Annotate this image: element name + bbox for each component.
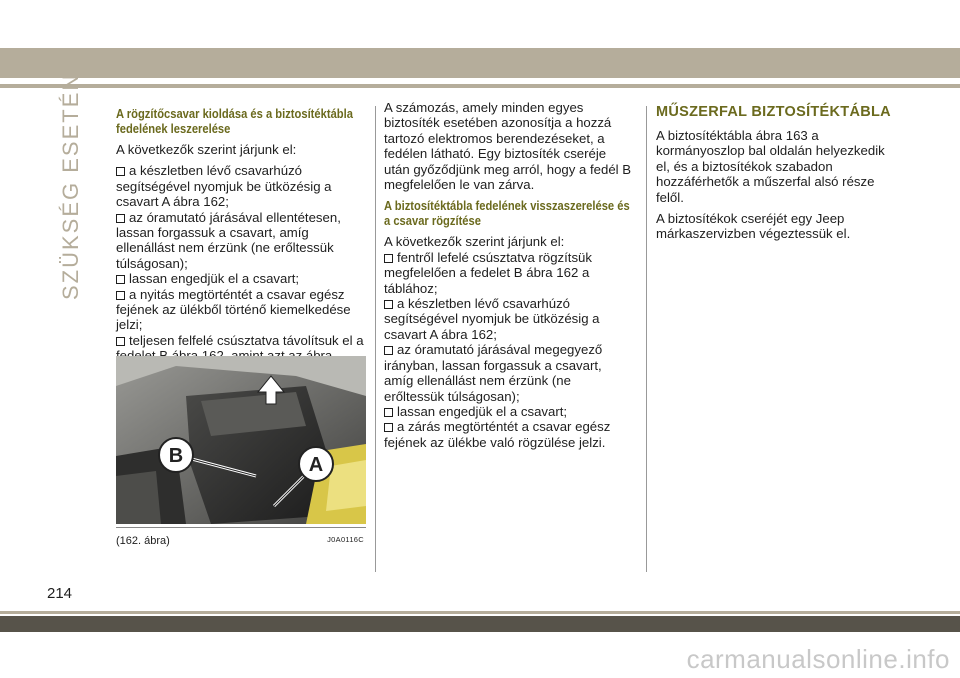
top-rule — [0, 84, 960, 88]
paragraph: A számozás, amely minden egyes biztosíték esetében azonosítja a hozzá tartozó elektromos berendezéseket, a fedélen látható. Egy biztosíték cseréje után győződjünk meg arról, hogy a fedél B megfelelően le van zárva. — [384, 100, 632, 193]
checkbox-bullet-icon — [384, 423, 393, 432]
list-item: az óramutató járásával megegyező irányban, lassan forgassuk a csavart, amíg ellenállást nem érzünk (ne erőltessük túlságosan); — [384, 342, 603, 404]
checkbox-bullet-icon — [116, 291, 125, 300]
bottom-band — [0, 616, 960, 632]
column-divider — [646, 106, 647, 572]
section-heading: MŰSZERFAL BIZTOSÍTÉKTÁBLA — [656, 104, 891, 120]
subheading: A biztosítéktábla fedelének visszaszerelése és a csavar rögzítése — [384, 198, 630, 229]
list-item: a nyitás megtörténtét a csavar egész fejének az ülékből történő kiemelkedése jelzi; — [116, 286, 351, 333]
list-item: teljesen felfelé csúsztatva távolítsuk el a — [116, 333, 368, 379]
checkbox-bullet-icon — [384, 408, 393, 417]
section-side-title: SZÜKSÉG ESETÉN — [58, 72, 83, 300]
checkbox-bullet-icon — [384, 300, 393, 309]
label-a: A — [308, 454, 324, 476]
page-number: 214 — [47, 585, 73, 602]
watermark: carmanualsonline.info — [686, 644, 950, 674]
list-item: fentről lefelé csúsztatva rögzítsük megfelelően a fedelet B ábra 162 a táblához; — [384, 249, 592, 296]
list-item: az óramutató járásával ellentétesen, lassan forgassuk a csavart, amíg ellenállást nem érzünk (ne erőltessük túlságosan); — [116, 209, 341, 271]
figure-number: (162. ábra) — [116, 535, 170, 547]
intro-text: A következők szerint járjunk el: — [384, 234, 565, 250]
column-2 — [384, 100, 632, 450]
list-item: a készletben lévő csavarhúzó segítségével nyomjuk be ütközésig a csavart A ábra 162; — [384, 296, 600, 342]
paragraph: A biztosítéktábla ábra 163 a kormányoszlop bal oldalán helyezkedik el, és a biztosítékok szabadon hozzáférhetők a műszerfal alsó része felől. — [656, 128, 885, 205]
list-item: lassan engedjük el a csavart; — [116, 271, 368, 286]
figure-code: J0A0116C — [327, 535, 364, 544]
subheading: A rögzítőcsavar kioldása és a biztosítéktábla fedelének leszerelése — [116, 106, 353, 136]
intro-text: A következők szerint járjunk el: — [116, 142, 297, 157]
photo-illustration — [116, 356, 366, 524]
checkbox-bullet-icon — [116, 167, 125, 176]
top-band — [0, 48, 960, 78]
checkbox-bullet-icon — [116, 214, 125, 223]
checkbox-bullet-icon — [116, 337, 125, 346]
column-divider — [375, 106, 376, 572]
label-b: B — [168, 445, 184, 467]
paragraph: A biztosítékok cseréjét egy Jeep márkaszervizben végeztessük el. — [656, 211, 851, 242]
list-item: a készletben lévő csavarhúzó segítségével nyomjuk be ütközésig a csavart A ábra 162; — [116, 163, 332, 210]
fuse-box-photo — [116, 356, 366, 524]
checkbox-bullet-icon — [384, 254, 393, 263]
list-item: lassan engedjük el a csavart; — [384, 404, 632, 419]
figure-caption — [116, 535, 366, 547]
checkbox-bullet-icon — [384, 346, 393, 355]
column-3 — [656, 100, 896, 248]
bottom-rule — [0, 611, 960, 614]
checkbox-bullet-icon — [116, 275, 125, 284]
caption-rule — [116, 527, 366, 528]
column-1 — [116, 100, 368, 379]
list-item: a zárás megtörténtét a csavar egész fejének az ülékbe való rögzülése jelzi. — [384, 419, 611, 450]
